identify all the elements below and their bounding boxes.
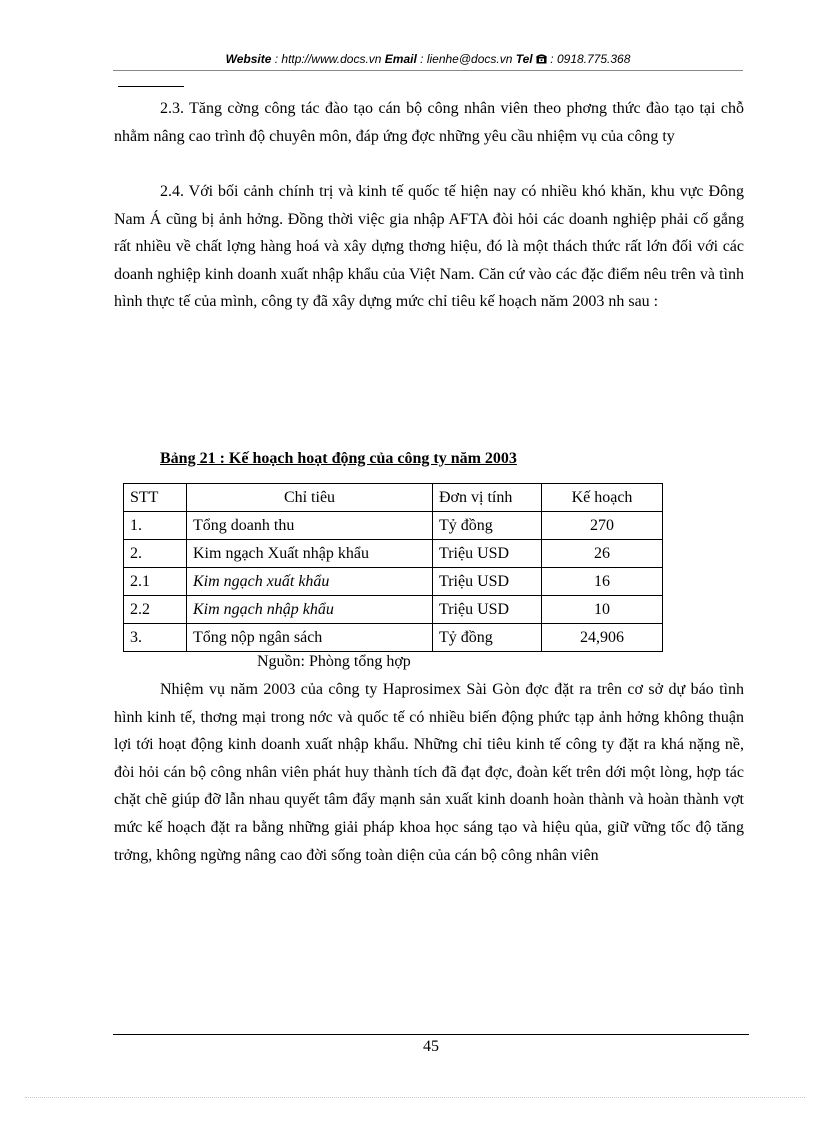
cell-stt: 2.1 [124, 568, 187, 596]
header-plan: Kế hoạch [542, 484, 663, 512]
cell-stt: 2.2 [124, 596, 187, 624]
table-source: Nguồn: Phòng tổng hợp [257, 653, 411, 670]
cell-unit: Triệu USD [433, 596, 542, 624]
cell-stt: 3. [124, 624, 187, 652]
table-row [124, 540, 663, 568]
cell-indicator: Tổng doanh thu [187, 512, 433, 540]
email-label: Email [384, 52, 417, 66]
short-rule [118, 86, 184, 87]
page-edge-dots [25, 1097, 805, 1098]
table-header-row [124, 484, 663, 512]
paragraph-2-4: 2.4. Với bối cảnh chính trị và kinh tế quốc tế hiện nay có nhiều khó khăn, khu vực Đông Nam Á cũng bị ảnh hởng. Đồng thời việc gia nhập AFTA đòi hỏi các doanh nghiệp phải cố gắng rất nhiều về chất lợng hàng hoá và xây dựng thơng hiệu, đó là một thách thức rất lớn đối với các doanh nghiệp kinh doanh xuất nhập khẩu của Việt Nam. Căn cứ vào các đặc điểm nêu trên và tình hình thực tế của mình, công ty đã xây dựng mức chỉ tiêu kế hoạch năm 2003 nh sau : [114, 183, 744, 311]
page-number: 45 [423, 1038, 439, 1055]
header-unit: Đơn vị tính [433, 484, 542, 512]
cell-indicator: Kim ngạch xuất khẩu [187, 568, 433, 596]
header-indicator: Chỉ tiêu [187, 484, 433, 512]
header-stt: STT [124, 484, 187, 512]
table-caption: Bảng 21 : Kế hoạch hoạt động của công ty năm 2003 [160, 450, 517, 467]
cell-indicator: Kim ngạch Xuất nhập khẩu [187, 540, 433, 568]
cell-indicator: Tổng nộp ngân sách [187, 624, 433, 652]
tel-label: Tel [515, 52, 533, 66]
cell-unit: Triệu USD [433, 568, 542, 596]
email-address: : lienhe@docs.vn [416, 52, 516, 66]
cell-plan: 10 [542, 596, 663, 624]
cell-plan: 16 [542, 568, 663, 596]
table-row [124, 624, 663, 652]
phone-number: : 0918.775.368 [546, 52, 631, 66]
website-url: : http://www.docs.vn [271, 52, 385, 66]
paragraph-tasks-2003: Nhiệm vụ năm 2003 của công ty Haprosimex Sài Gòn đợc đặt ra trên cơ sở dự báo tình hình kinh tế, thơng mại trong nớc và quốc tế có nhiều biến động phức tạp ảnh hởng không thuận lợi tới hoạt động kinh doanh xuất nhập khẩu. Những chỉ tiêu kinh tế công ty đặt ra khá nặng nề, đòi hỏi cán bộ công nhân viên phát huy thành tích đã đạt đợc, đoàn kết trên dới một lòng, hợp tác chặt chẽ giúp đỡ lẫn nhau quyết tâm đẩy mạnh sản xuất kinh doanh hoàn thành và hoàn thành vợt mức kế hoạch đặt ra bằng những giải pháp khoa học sáng tạo và hiệu qủa, giữ vững tốc độ tăng trởng, không ngừng nâng cao đời sống toàn diện của cán bộ công nhân viên [114, 681, 744, 864]
cell-plan: 24,906 [542, 624, 663, 652]
plan-table [123, 483, 663, 652]
header-rule [113, 70, 743, 71]
cell-stt: 1. [124, 512, 187, 540]
cell-indicator: Kim ngạch nhập khẩu [187, 596, 433, 624]
cell-unit: Tỷ đồng [433, 512, 542, 540]
cell-unit: Tỷ đồng [433, 624, 542, 652]
cell-plan: 270 [542, 512, 663, 540]
paragraph-2-3: 2.3. Tăng cờng công tác đào tạo cán bộ công nhân viên theo phơng thức đào tạo tại chỗ nhằm nâng cao trình độ chuyên môn, đáp ứng đợc những yêu cầu nhiệm vụ của công ty [114, 100, 744, 145]
table-row [124, 512, 663, 540]
table-row [124, 596, 663, 624]
footer-rule [113, 1034, 749, 1035]
cell-stt: 2. [124, 540, 187, 568]
website-label: Website [225, 52, 272, 66]
cell-plan: 26 [542, 540, 663, 568]
cell-unit: Triệu USD [433, 540, 542, 568]
table-row [124, 568, 663, 596]
phone-icon [536, 52, 547, 66]
page-header [113, 52, 743, 66]
